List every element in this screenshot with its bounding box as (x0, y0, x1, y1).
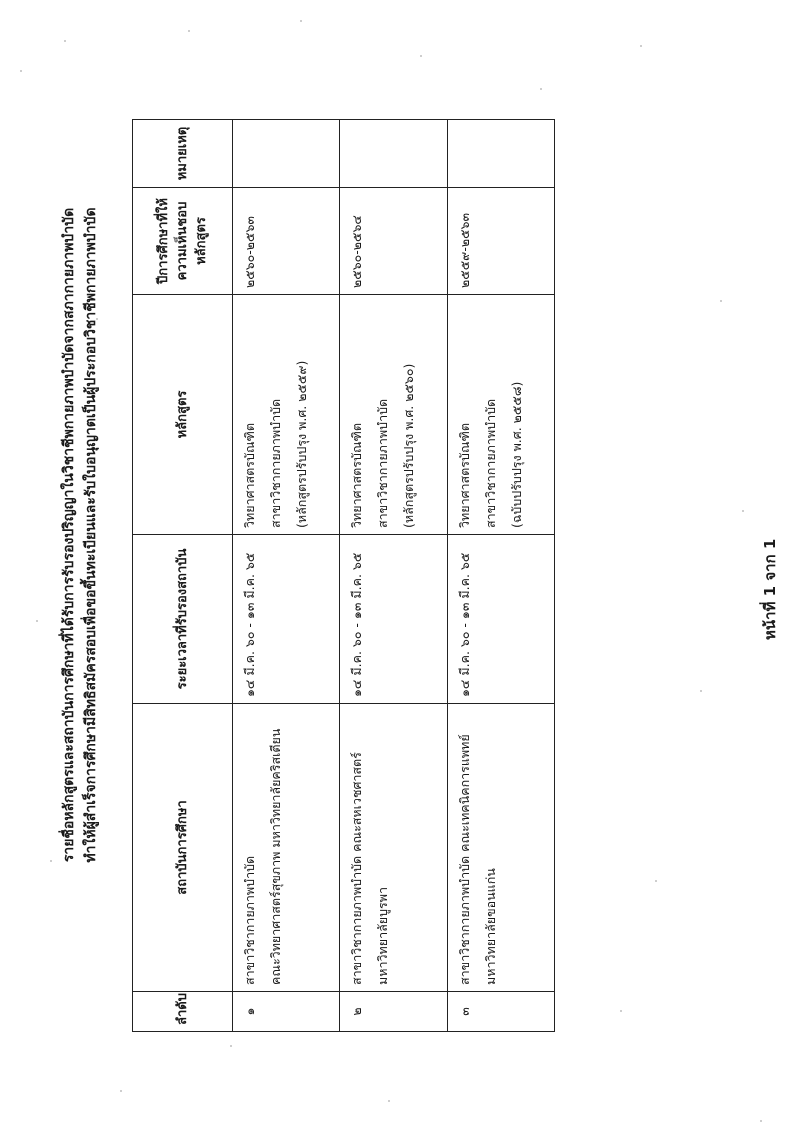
table-header-row (133, 120, 233, 1032)
institution-line-1: สาขาวิชากายภาพบำบัด คณะเทคนิคการแพทย์ (456, 734, 472, 985)
course-line-2: สาขาวิชากายภาพบำบัด (375, 398, 391, 528)
header-years (133, 188, 233, 295)
table-row (233, 120, 340, 1032)
row-institution (340, 704, 447, 992)
row-institution (233, 704, 340, 992)
institution-line-2: คณะวิทยาศาสตร์สุขภาพ มหาวิทยาลัยคริสเตียน (268, 728, 283, 985)
row-remark (233, 120, 340, 188)
row-no: ๓ (447, 992, 554, 1032)
row-remark (447, 120, 554, 188)
header-course: หลักสูตร (133, 295, 233, 535)
institution-line-2: มหาวิทยาลัยขอนแก่น (482, 868, 498, 985)
row-remark (340, 120, 447, 188)
row-years: ๒๕๖๐-๒๕๖๔ (340, 188, 447, 295)
row-course (447, 295, 554, 535)
course-line-1: วิทยาศาสตรบัณฑิต (349, 422, 365, 528)
course-line-2: สาขาวิชากายภาพบำบัด (268, 398, 283, 528)
course-line-1: วิทยาศาสตรบัณฑิต (242, 422, 257, 528)
row-period: ๑๔ มี.ค. ๖๐ - ๑๓ มี.ค. ๖๕ (233, 535, 340, 704)
row-course (233, 295, 340, 535)
course-line-2: สาขาวิชากายภาพบำบัด (482, 398, 498, 528)
header-institution: สถาบันการศึกษา (133, 704, 233, 992)
course-line-3: (ฉบับปรับปรุง พ.ศ. ๒๕๕๘) (508, 381, 524, 528)
table-row (340, 120, 447, 1032)
document-title (58, 195, 102, 875)
course-line-1: วิทยาศาสตรบัณฑิต (456, 422, 472, 528)
row-institution (447, 704, 554, 992)
curriculum-table (132, 119, 555, 1032)
row-years: ๒๕๕๙-๒๕๖๓ (447, 188, 554, 295)
header-remark: หมายเหตุ (133, 120, 233, 188)
row-course (340, 295, 447, 535)
row-period: ๑๔ มี.ค. ๖๐ - ๑๓ มี.ค. ๖๕ (447, 535, 554, 704)
row-no: ๒ (340, 992, 447, 1032)
row-period: ๑๔ มี.ค. ๖๐ - ๑๓ มี.ค. ๖๕ (340, 535, 447, 704)
header-period: ระยะเวลาที่รับรองสถาบัน (133, 535, 233, 704)
header-years-line-3: หลักสูตร (194, 217, 209, 265)
institution-line-1: สาขาวิชากายภาพบำบัด คณะสหเวชศาสตร์ (349, 752, 365, 985)
row-no: ๑ (233, 992, 340, 1032)
header-years-line-1: ปีการศึกษาที่ให้ (156, 198, 171, 284)
institution-line-2: มหาวิทยาลัยบูรพา (375, 887, 391, 985)
title-line-2: ทำให้ผู้สำเร็จการศึกษามีสิทธิสมัครสอบเพื่อขอขึ้นทะเบียนและรับใบอนุญาตเป็นผู้ประกอบวิชาชีพกายภาพบำบัด (83, 207, 99, 863)
institution-line-1: สาขาวิชากายภาพบำบัด (242, 855, 257, 985)
row-years: ๒๕๖๐-๒๕๖๓ (233, 188, 340, 295)
header-no: ลำดับ (133, 992, 233, 1032)
table-row (447, 120, 554, 1032)
course-line-3: (หลักสูตรปรับปรุง พ.ศ. ๒๕๖๐) (401, 363, 417, 528)
course-line-3: (หลักสูตรปรับปรุง พ.ศ. ๒๕๕๙) (294, 360, 309, 528)
title-line-1: รายชื่อหลักสูตรและสถาบันการศึกษาที่ได้รับการรับรองปริญญาในวิชาชีพกายภาพบำบัดจากสภากายภาพบำบัด (61, 207, 77, 863)
page-number: หน้าที่ 1 จาก 1 (761, 538, 779, 640)
header-years-line-2: ความเห็นชอบ (175, 201, 190, 281)
